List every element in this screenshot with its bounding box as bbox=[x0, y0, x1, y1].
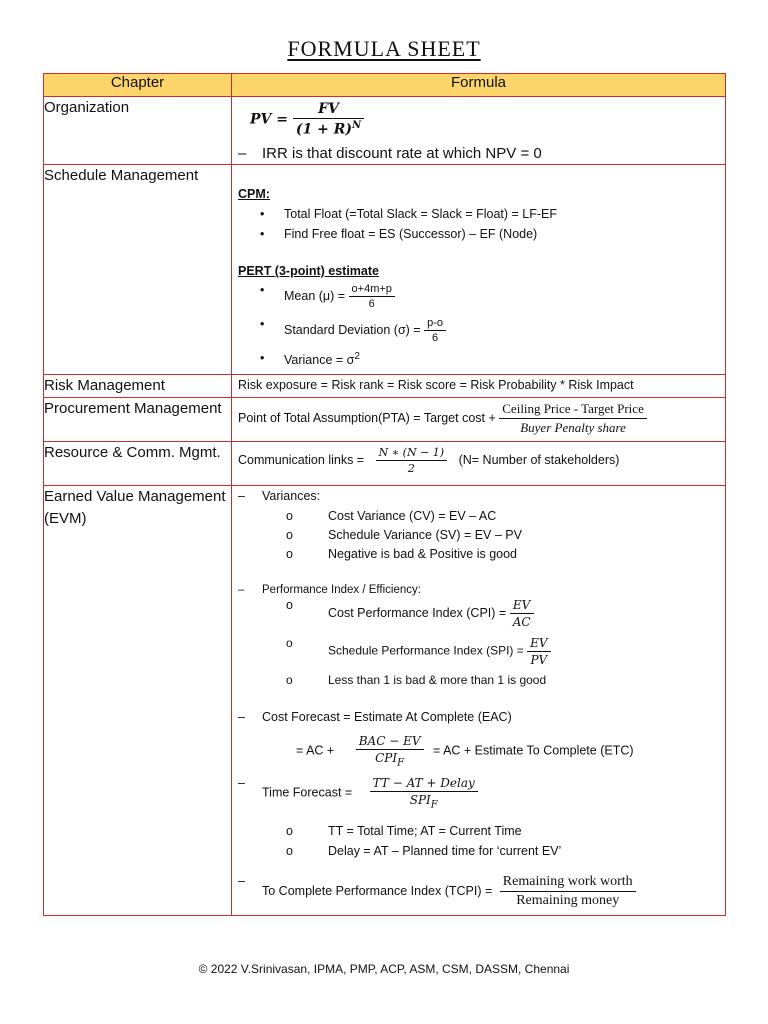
chapter-risk: Risk Management bbox=[44, 375, 232, 398]
cpi-label: Cost Performance Index (CPI) = bbox=[328, 605, 507, 620]
chapter-procurement: Procurement Management bbox=[44, 398, 232, 442]
tcpi-fraction bbox=[500, 874, 636, 909]
comm-formula bbox=[238, 446, 619, 475]
sd-denominator: 6 bbox=[424, 330, 446, 344]
spi-fraction bbox=[527, 636, 550, 667]
time-numerator: TT − AT + Delay bbox=[372, 776, 475, 790]
cost-variance: o Cost Variance (CV) = EV – AC bbox=[328, 509, 496, 523]
formula-organization bbox=[232, 97, 726, 165]
performance-heading: – Performance Index / Efficiency: bbox=[262, 584, 421, 596]
pv-denominator bbox=[293, 118, 364, 138]
cpi-formula bbox=[328, 598, 534, 629]
tt-definition: o TT = Total Time; AT = Current Time bbox=[328, 824, 522, 838]
table-row bbox=[44, 165, 726, 375]
pv-formula bbox=[250, 101, 364, 138]
comm-lhs: Communication links = bbox=[238, 452, 365, 467]
pv-numerator: FV bbox=[318, 101, 339, 117]
index-note: o Less than 1 is bad & more than 1 is good bbox=[328, 673, 546, 687]
eac-subscript: F bbox=[397, 757, 405, 769]
comm-fraction bbox=[376, 446, 448, 475]
mean-label: Mean (μ) = bbox=[284, 288, 346, 303]
eac-numerator: BAC − EV bbox=[358, 734, 421, 748]
free-float: • Find Free float = ES (Successor) – EF (Node) bbox=[284, 227, 537, 241]
pv-exponent: N bbox=[351, 120, 362, 131]
pv-lhs: PV = bbox=[250, 111, 288, 128]
eac-rhs: = AC + Estimate To Complete (ETC) bbox=[432, 743, 634, 758]
formula-procurement bbox=[232, 398, 726, 442]
total-float: • Total Float (=Total Slack = Slack = Float) = LF-EF bbox=[284, 207, 557, 221]
cost-forecast: – Cost Forecast = Estimate At Complete (EAC) bbox=[262, 710, 512, 724]
pta-lhs: Point of Total Assumption(PTA) = Target cost + bbox=[238, 410, 496, 425]
time-fraction bbox=[370, 776, 478, 810]
delay-definition: o Delay = AT – Planned time for ‘current EV’ bbox=[328, 844, 561, 858]
tcpi-numerator: Remaining work worth bbox=[502, 874, 633, 889]
header-chapter: Chapter bbox=[44, 74, 232, 97]
time-forecast bbox=[262, 776, 478, 810]
pta-numerator: Ceiling Price - Target Price bbox=[502, 401, 644, 416]
tcpi-formula bbox=[262, 874, 636, 909]
sd-formula bbox=[284, 317, 446, 344]
mean-numerator: o+4m+p bbox=[351, 283, 392, 295]
spi-denominator: PV bbox=[527, 651, 550, 667]
variance-note: o Negative is bad & Positive is good bbox=[328, 547, 517, 561]
formula-schedule bbox=[232, 165, 726, 375]
chapter-organization: Organization bbox=[44, 97, 232, 165]
mean-formula bbox=[284, 283, 395, 310]
pert-heading: PERT (3-point) estimate bbox=[238, 264, 379, 278]
pta-denominator: Buyer Penalty share bbox=[499, 418, 647, 436]
mean-denominator: 6 bbox=[349, 296, 395, 310]
variance-label: Variance = σ bbox=[284, 353, 355, 368]
time-denominator bbox=[370, 791, 478, 810]
sd-fraction bbox=[424, 317, 446, 344]
schedule-variance: o Schedule Variance (SV) = EV – PV bbox=[328, 528, 522, 542]
chapter-schedule: Schedule Management bbox=[44, 165, 232, 375]
tcpi-denominator: Remaining money bbox=[500, 891, 636, 909]
eac-fraction bbox=[356, 734, 424, 768]
variance-formula bbox=[284, 351, 360, 367]
variance-exponent: 2 bbox=[354, 351, 360, 362]
comm-note: (N= Number of stakeholders) bbox=[458, 452, 620, 467]
cpi-numerator: EV bbox=[512, 598, 531, 612]
pv-den-base: (1 + R) bbox=[295, 121, 352, 138]
formula-communication bbox=[232, 442, 726, 486]
page-title: FORMULA SHEET bbox=[287, 36, 481, 61]
table-row bbox=[44, 375, 726, 398]
footer-credit: © 2022 V.Srinivasan, IPMA, PMP, ACP, ASM, CSM, DASSM, Chennai bbox=[198, 962, 570, 976]
pta-formula bbox=[238, 401, 647, 436]
header-formula: Formula bbox=[232, 74, 726, 97]
table-row bbox=[44, 486, 726, 916]
spi-numerator: EV bbox=[530, 636, 548, 650]
eac-lhs: = AC + bbox=[296, 743, 335, 758]
sd-numerator: p-o bbox=[427, 317, 443, 329]
formula-table bbox=[43, 73, 726, 916]
spi-label: Schedule Performance Index (SPI) = bbox=[328, 643, 524, 658]
cpi-fraction bbox=[510, 598, 534, 629]
eac-den-base: CPI bbox=[375, 751, 398, 765]
variances-heading: – Variances: bbox=[262, 489, 320, 503]
formula-risk: Risk exposure = Risk rank = Risk score = Risk Probability * Risk Impact bbox=[232, 375, 726, 398]
time-label: Time Forecast = bbox=[262, 785, 353, 800]
time-subscript: F bbox=[430, 799, 438, 811]
irr-text: – IRR is that discount rate at which NPV = 0 bbox=[262, 145, 542, 162]
table-row bbox=[44, 442, 726, 486]
formula-evm bbox=[232, 486, 726, 916]
chapter-resource-comm: Resource & Comm. Mgmt. bbox=[44, 442, 232, 486]
mean-fraction bbox=[349, 283, 395, 310]
comm-denominator: 2 bbox=[376, 460, 448, 475]
table-row bbox=[44, 398, 726, 442]
comm-numerator: N ∗ (N − 1) bbox=[378, 446, 445, 459]
cpm-heading: CPM: bbox=[238, 187, 270, 201]
chapter-evm: Earned Value Management (EVM) bbox=[44, 486, 232, 916]
pta-fraction bbox=[499, 401, 647, 436]
table-row bbox=[44, 97, 726, 165]
tcpi-label: To Complete Performance Index (TCPI) = bbox=[262, 883, 493, 898]
sd-label: Standard Deviation (σ) = bbox=[284, 322, 421, 337]
time-den-base: SPI bbox=[409, 793, 431, 807]
eac-denominator bbox=[356, 749, 424, 768]
spi-formula bbox=[328, 636, 551, 667]
header-row bbox=[44, 74, 726, 97]
eac-formula bbox=[296, 734, 634, 768]
cpi-denominator: AC bbox=[510, 613, 534, 629]
pv-fraction bbox=[293, 101, 364, 138]
